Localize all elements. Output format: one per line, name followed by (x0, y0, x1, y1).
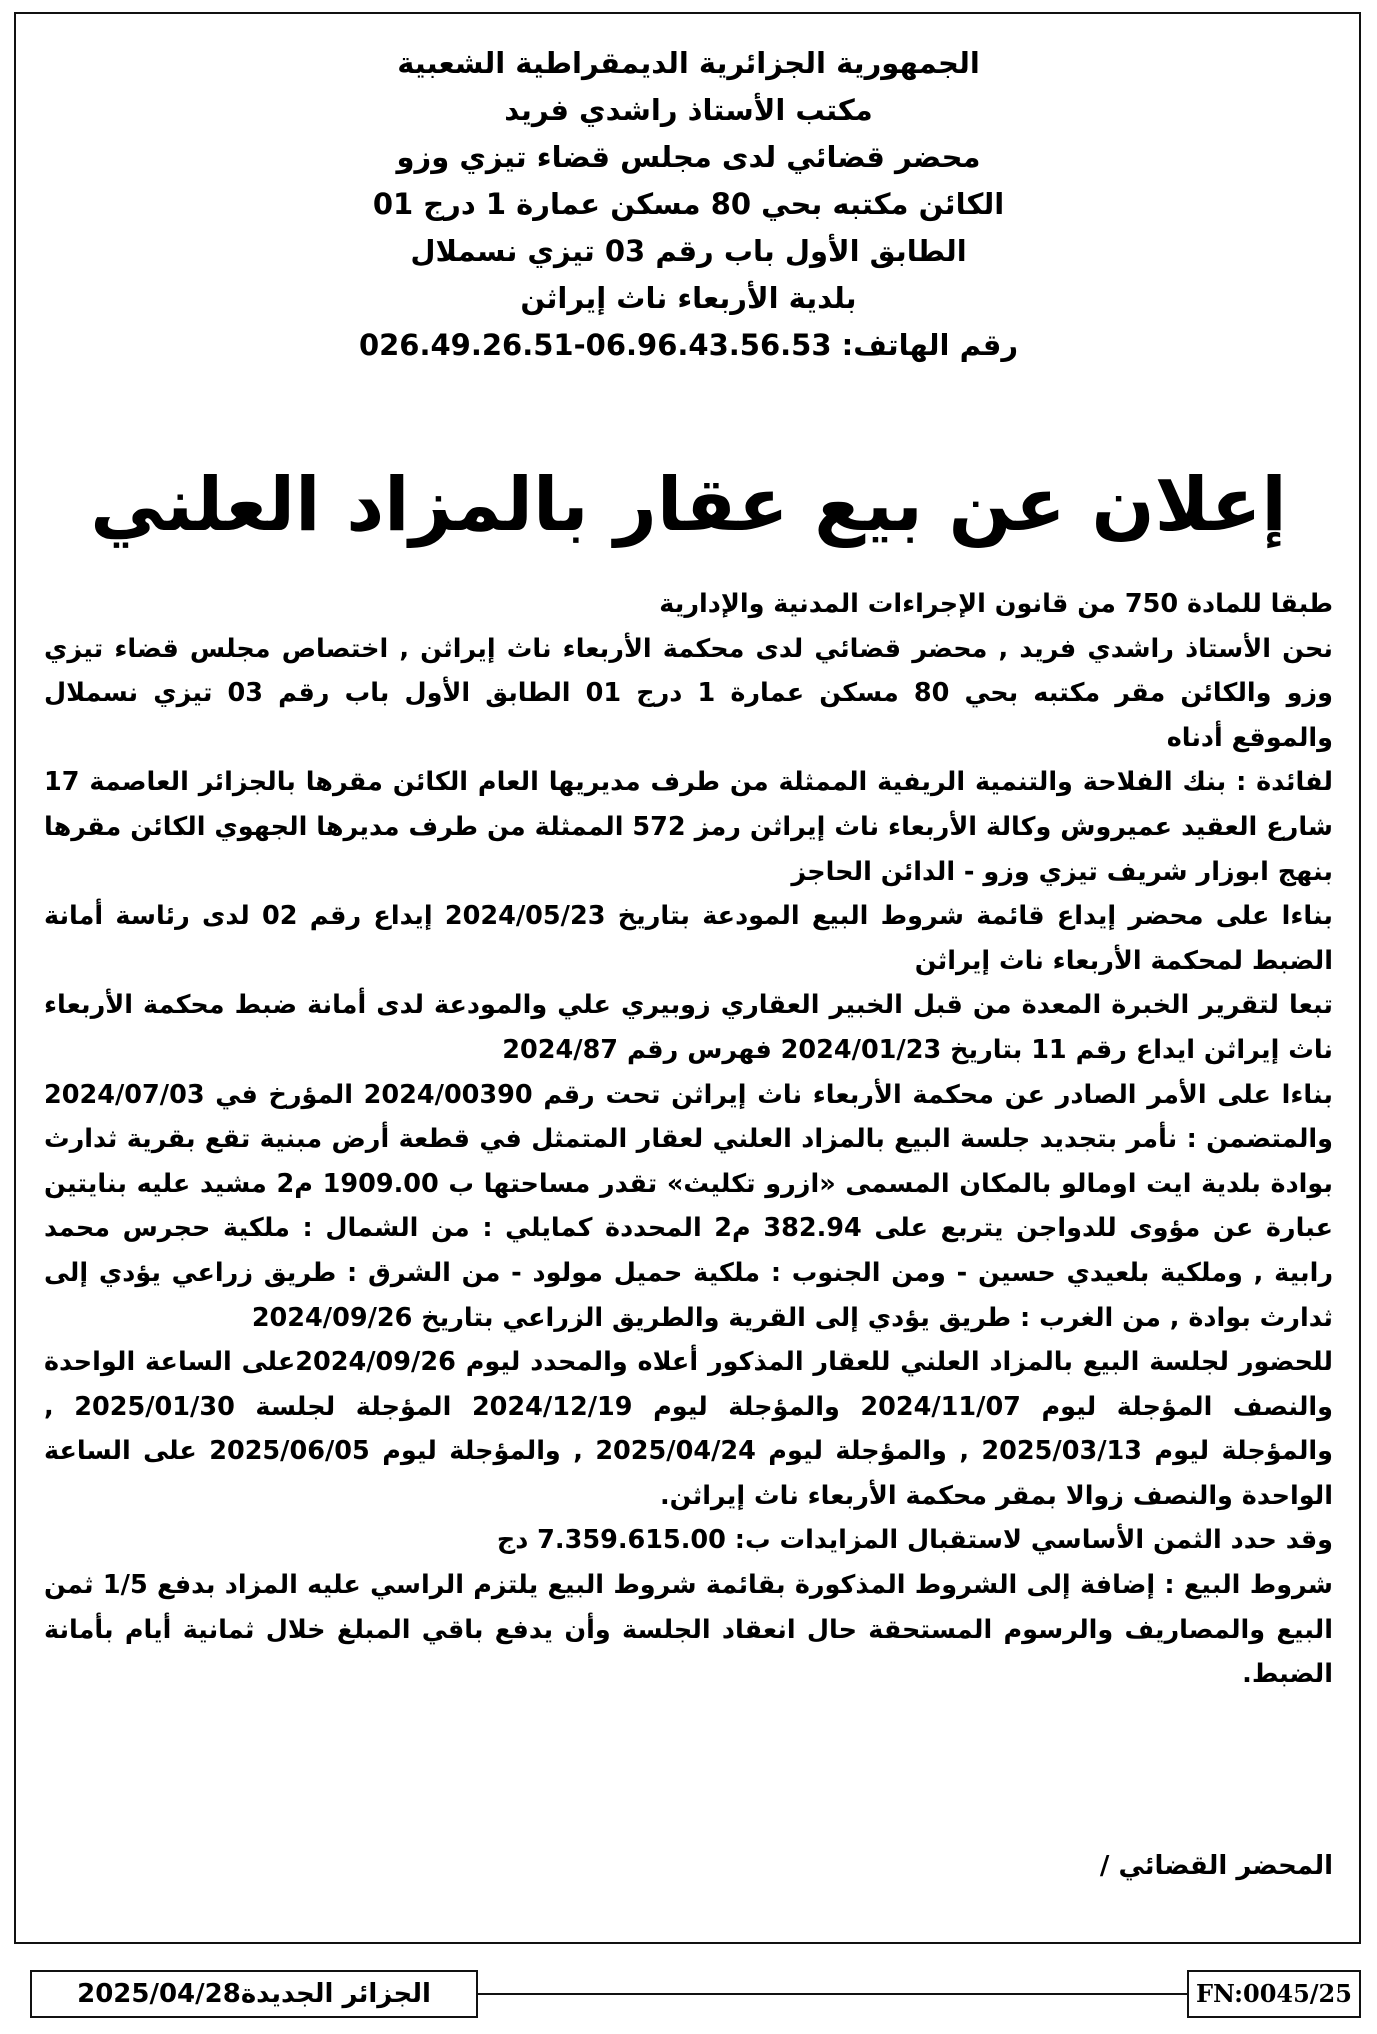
announcement-body (44, 582, 1333, 1697)
publication-box: الجزائر الجديدة2025/04/28 (30, 1970, 478, 2018)
deposit-paragraph: بناءا على محضر إيداع قائمة شروط البيع المودعة بتاريخ 2024/05/23 إيداع رقم 02 لدى رئاسة أمانة الضبط لمحكمة الأربعاء ناث إيراثن (44, 901, 1333, 976)
header-bailiff-line: محضر قضائي لدى مجلس قضاء تيزي وزو (396, 140, 981, 174)
phone-numbers: 026.49.26.51-06.96.43.56.53 (358, 328, 832, 362)
signature: المحضر القضائي / (1099, 1851, 1333, 1881)
phone-label: رقم الهاتف: (841, 328, 1019, 362)
beneficiary-paragraph: لفائدة : بنك الفلاحة والتنمية الريفية الممثلة من طرف مديريها العام الكائن مقرها بالجزائر العاصمة 17 شارع العقيد عميروش وكالة الأربعاء ناث إيراثن رمز 572 الممثلة من طرف مديرها الجهوي الكائن مقرها بنهج ابوزار شريف تيزي وزو - الدائن الحاجز (44, 767, 1333, 887)
footer-divider (470, 1993, 1187, 1995)
court-order-paragraph: بناءا على الأمر الصادر عن محكمة الأربعاء ناث إيراثن تحت رقم 2024/00390 المؤرخ في 2024/07/03 والمتضمن : نأمر بتجديد جلسة البيع بالمزاد العلني لعقار المتمثل في قطعة أرض مبنية تقع بقرية ثدارث بوادة بلدية ايت اومالو بالمكان المسمى «ازرو تكليث» تقدر مساحتها ب 1909.00 م2 مشيد عليه بنايتين عبارة عن مؤوى للدواجن يتربع على 382.94 م2 المحددة كمايلي : من الشمال : ملكية حجرس محمد رابية , وملكية بلعيدي حسين - ومن الجنوب : ملكية حميل مولود - من الشرق : طريق زراعي يؤدي إلى ثدارث بوادة , من الغرب : طريق يؤدي إلى القرية والطريق الزراعي بتاريخ 2024/09/26 (44, 1079, 1333, 1333)
header-municipality: بلدية الأربعاء ناث إيراثن (520, 281, 857, 315)
header-address-line-2: الطابق الأول باب رقم 03 تيزي نسملال (410, 234, 967, 268)
expertise-paragraph: تبعا لتقرير الخبرة المعدة من قبل الخبير العقاري زوبيري علي والمودعة لدى أمانة ضبط محكمة الأربعاء ناث إيراثن ايداع رقم 11 بتاريخ 2024/01/23 فهرس رقم 2024/87 (44, 990, 1333, 1065)
bailiff-paragraph: نحن الأستاذ راشدي فريد , محضر قضائي لدى محكمة الأربعاء ناث إيراثن , اختصاص مجلس قضاء تيزي وزو والكائن مقر مكتبه بحي 80 مسكن عمارة 1 درج 01 الطابق الأول باب رقم 03 تيزي نسملال والموقع أدناه (44, 633, 1333, 753)
reference-box: FN:0045/25 (1187, 1970, 1361, 2018)
hearing-dates-paragraph: للحضور لجلسة البيع بالمزاد العلني للعقار المذكور أعلاه والمحدد ليوم 2024/09/26على الساعة الواحدة والنصف المؤجلة ليوم 2024/11/07 والمؤجلة ليوم 2024/12/19 المؤجلة لجلسة 2025/01/30 , والمؤجلة ليوم 2025/03/13 , والمؤجلة ليوم 2025/04/24 , والمؤجلة ليوم 2025/06/05 على الساعة الواحدة والنصف زوالا بمقر محكمة الأربعاء ناث إيراثن. (44, 1347, 1334, 1511)
sale-conditions-paragraph: شروط البيع : إضافة إلى الشروط المذكورة بقائمة شروط البيع يلتزم الراسي عليه المزاد بدفع 1/5 ثمن البيع والمصاريف والرسوم المستحقة حال انعقاد الجلسة وأن يدفع باقي المبلغ خلال ثمانية أيام بأمانة الضبط. (44, 1570, 1333, 1690)
base-price-paragraph: وقد حدد الثمن الأساسي لاستقبال المزايدات ب: 7.359.615.00 دج (496, 1525, 1333, 1556)
header-address-line-1: الكائن مكتبه بحي 80 مسكن عمارة 1 درج 01 (372, 187, 1005, 221)
header-phone-line (0, 322, 1377, 369)
legal-basis-paragraph: طبقا للمادة 750 من قانون الإجراءات المدنية والإدارية (659, 589, 1333, 619)
header-office-name: مكتب الأستاذ راشدي فريد (504, 93, 873, 127)
announcement-title: إعلان عن بيع عقار بالمزاد العلني (90, 462, 1287, 548)
header-republic-line: الجمهورية الجزائرية الديمقراطية الشعبية (397, 46, 980, 80)
office-header (0, 40, 1377, 369)
